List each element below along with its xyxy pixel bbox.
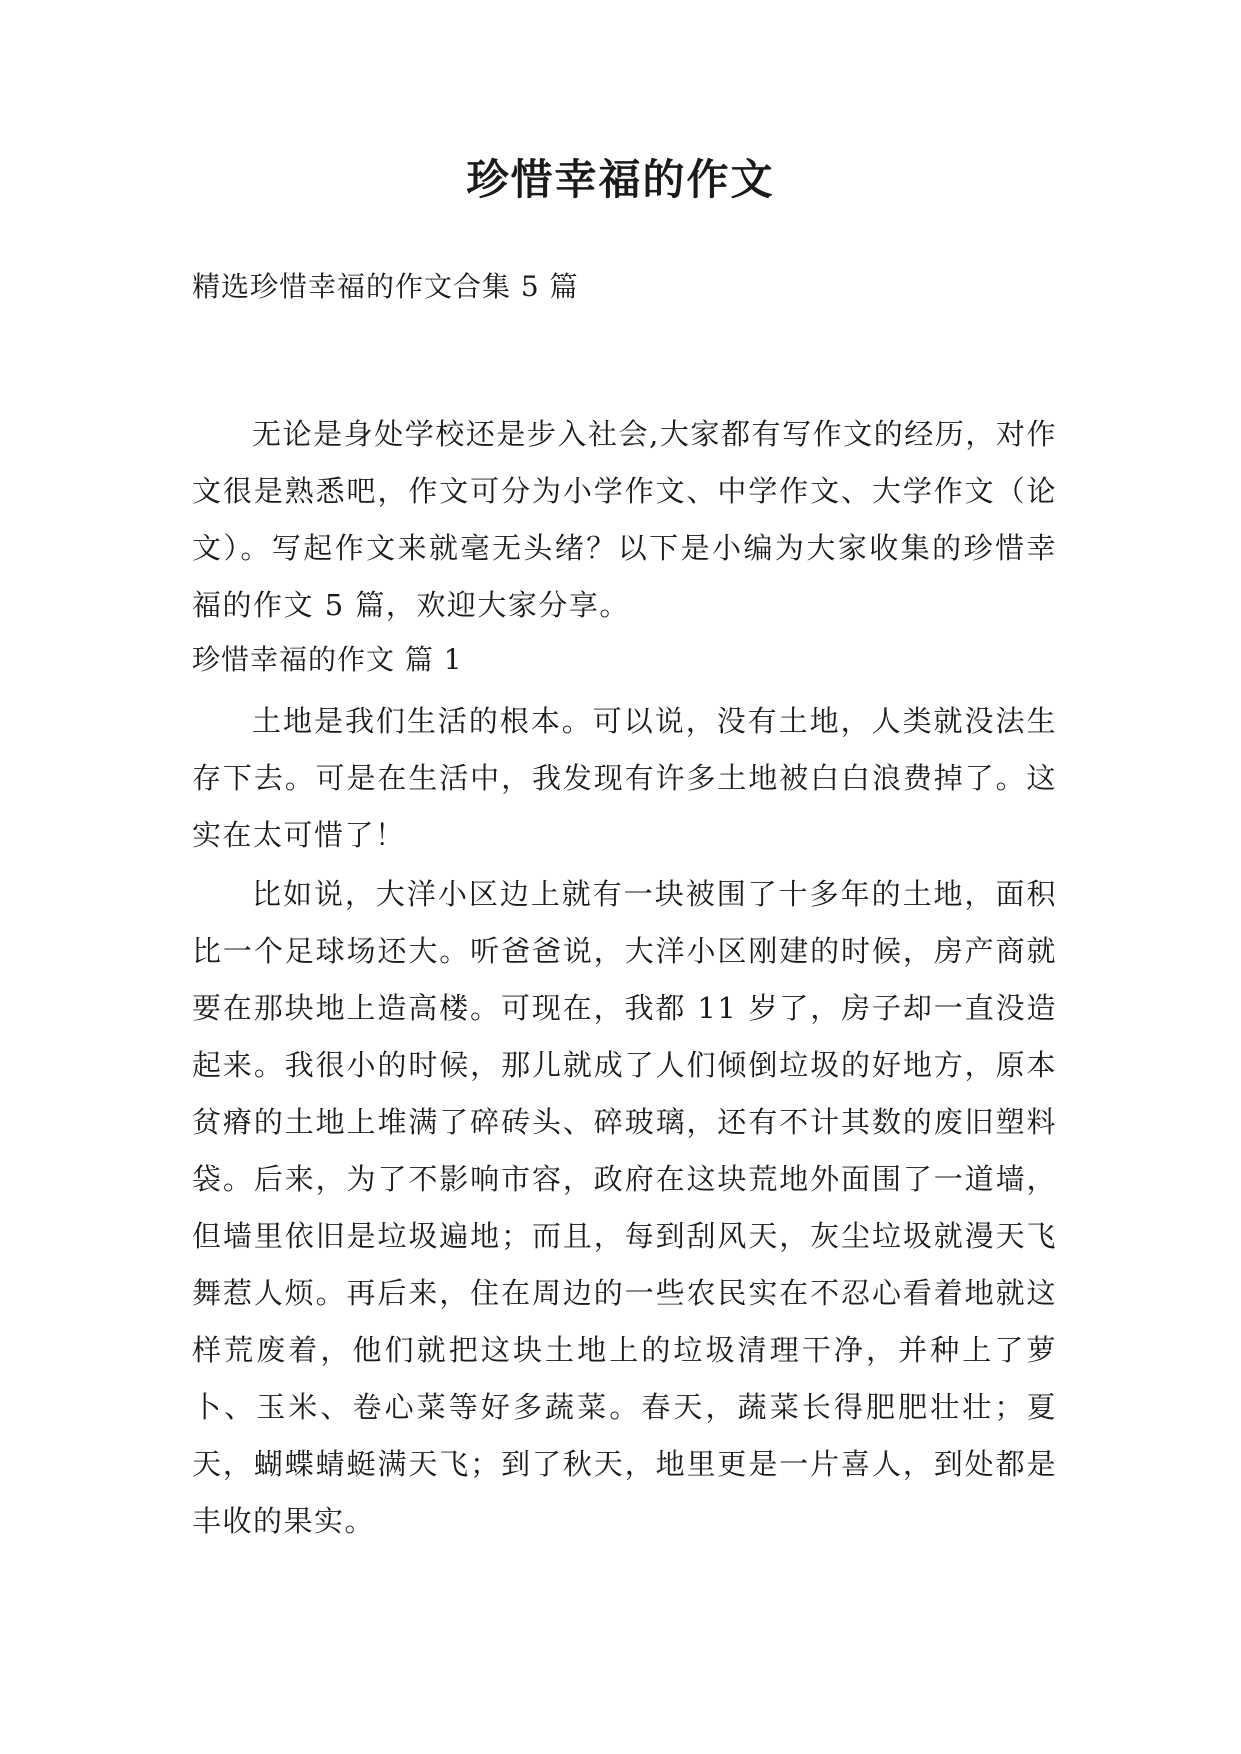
section-heading: 珍惜幸福的作文 篇 1 — [192, 643, 463, 676]
intro-paragraph: 无论是身处学校还是步入社会,大家都有写作文的经历，对作文很是熟悉吧，作文可分为小学作文、中学作文、大学作文（论文）。写起作文来就毫无头绪？以下是小编为大家收集的珍惜幸福的作文 5 篇，欢迎大家分享。 — [192, 417, 1057, 622]
body-paragraph-1: 土地是我们生活的根本。可以说，没有土地，人类就没法生存下去。可是在生活中，我发现有许多土地被白白浪费掉了。这实在太可惜了！ — [192, 704, 1057, 852]
document-title: 珍惜幸福的作文 — [466, 155, 775, 204]
body-paragraph-2: 比如说，大洋小区边上就有一块被围了十多年的土地，面积比一个足球场还大。听爸爸说，大洋小区刚建的时候，房产商就要在那块地上造高楼。可现在，我都 11 岁了，房子却一直没造起来。我很小的时候，那儿就成了人们倾倒垃圾的好地方，原本贫瘠的土地上堆满了碎砖头、碎玻璃，还有不计其数的废旧塑料袋。后来，为了不影响市容，政府在这块荒地外面围了一道墙，但墙里依旧是垃圾遍地；而且，每到刮风天，灰尘垃圾就漫天飞舞惹人烦。再后来，住在周边的一些农民实在不忍心看着地就这样荒废着，他们就把这块土地上的垃圾清理干净，并种上了萝卜、玉米、卷心菜等好多蔬菜。春天，蔬菜长得肥肥壮壮；夏天，蝴蝶蜻蜓满天飞；到了秋天，地里更是一片喜人，到处都是丰收的果实。 — [192, 877, 1057, 1538]
document-subtitle: 精选珍惜幸福的作文合集 5 篇 — [192, 270, 579, 303]
